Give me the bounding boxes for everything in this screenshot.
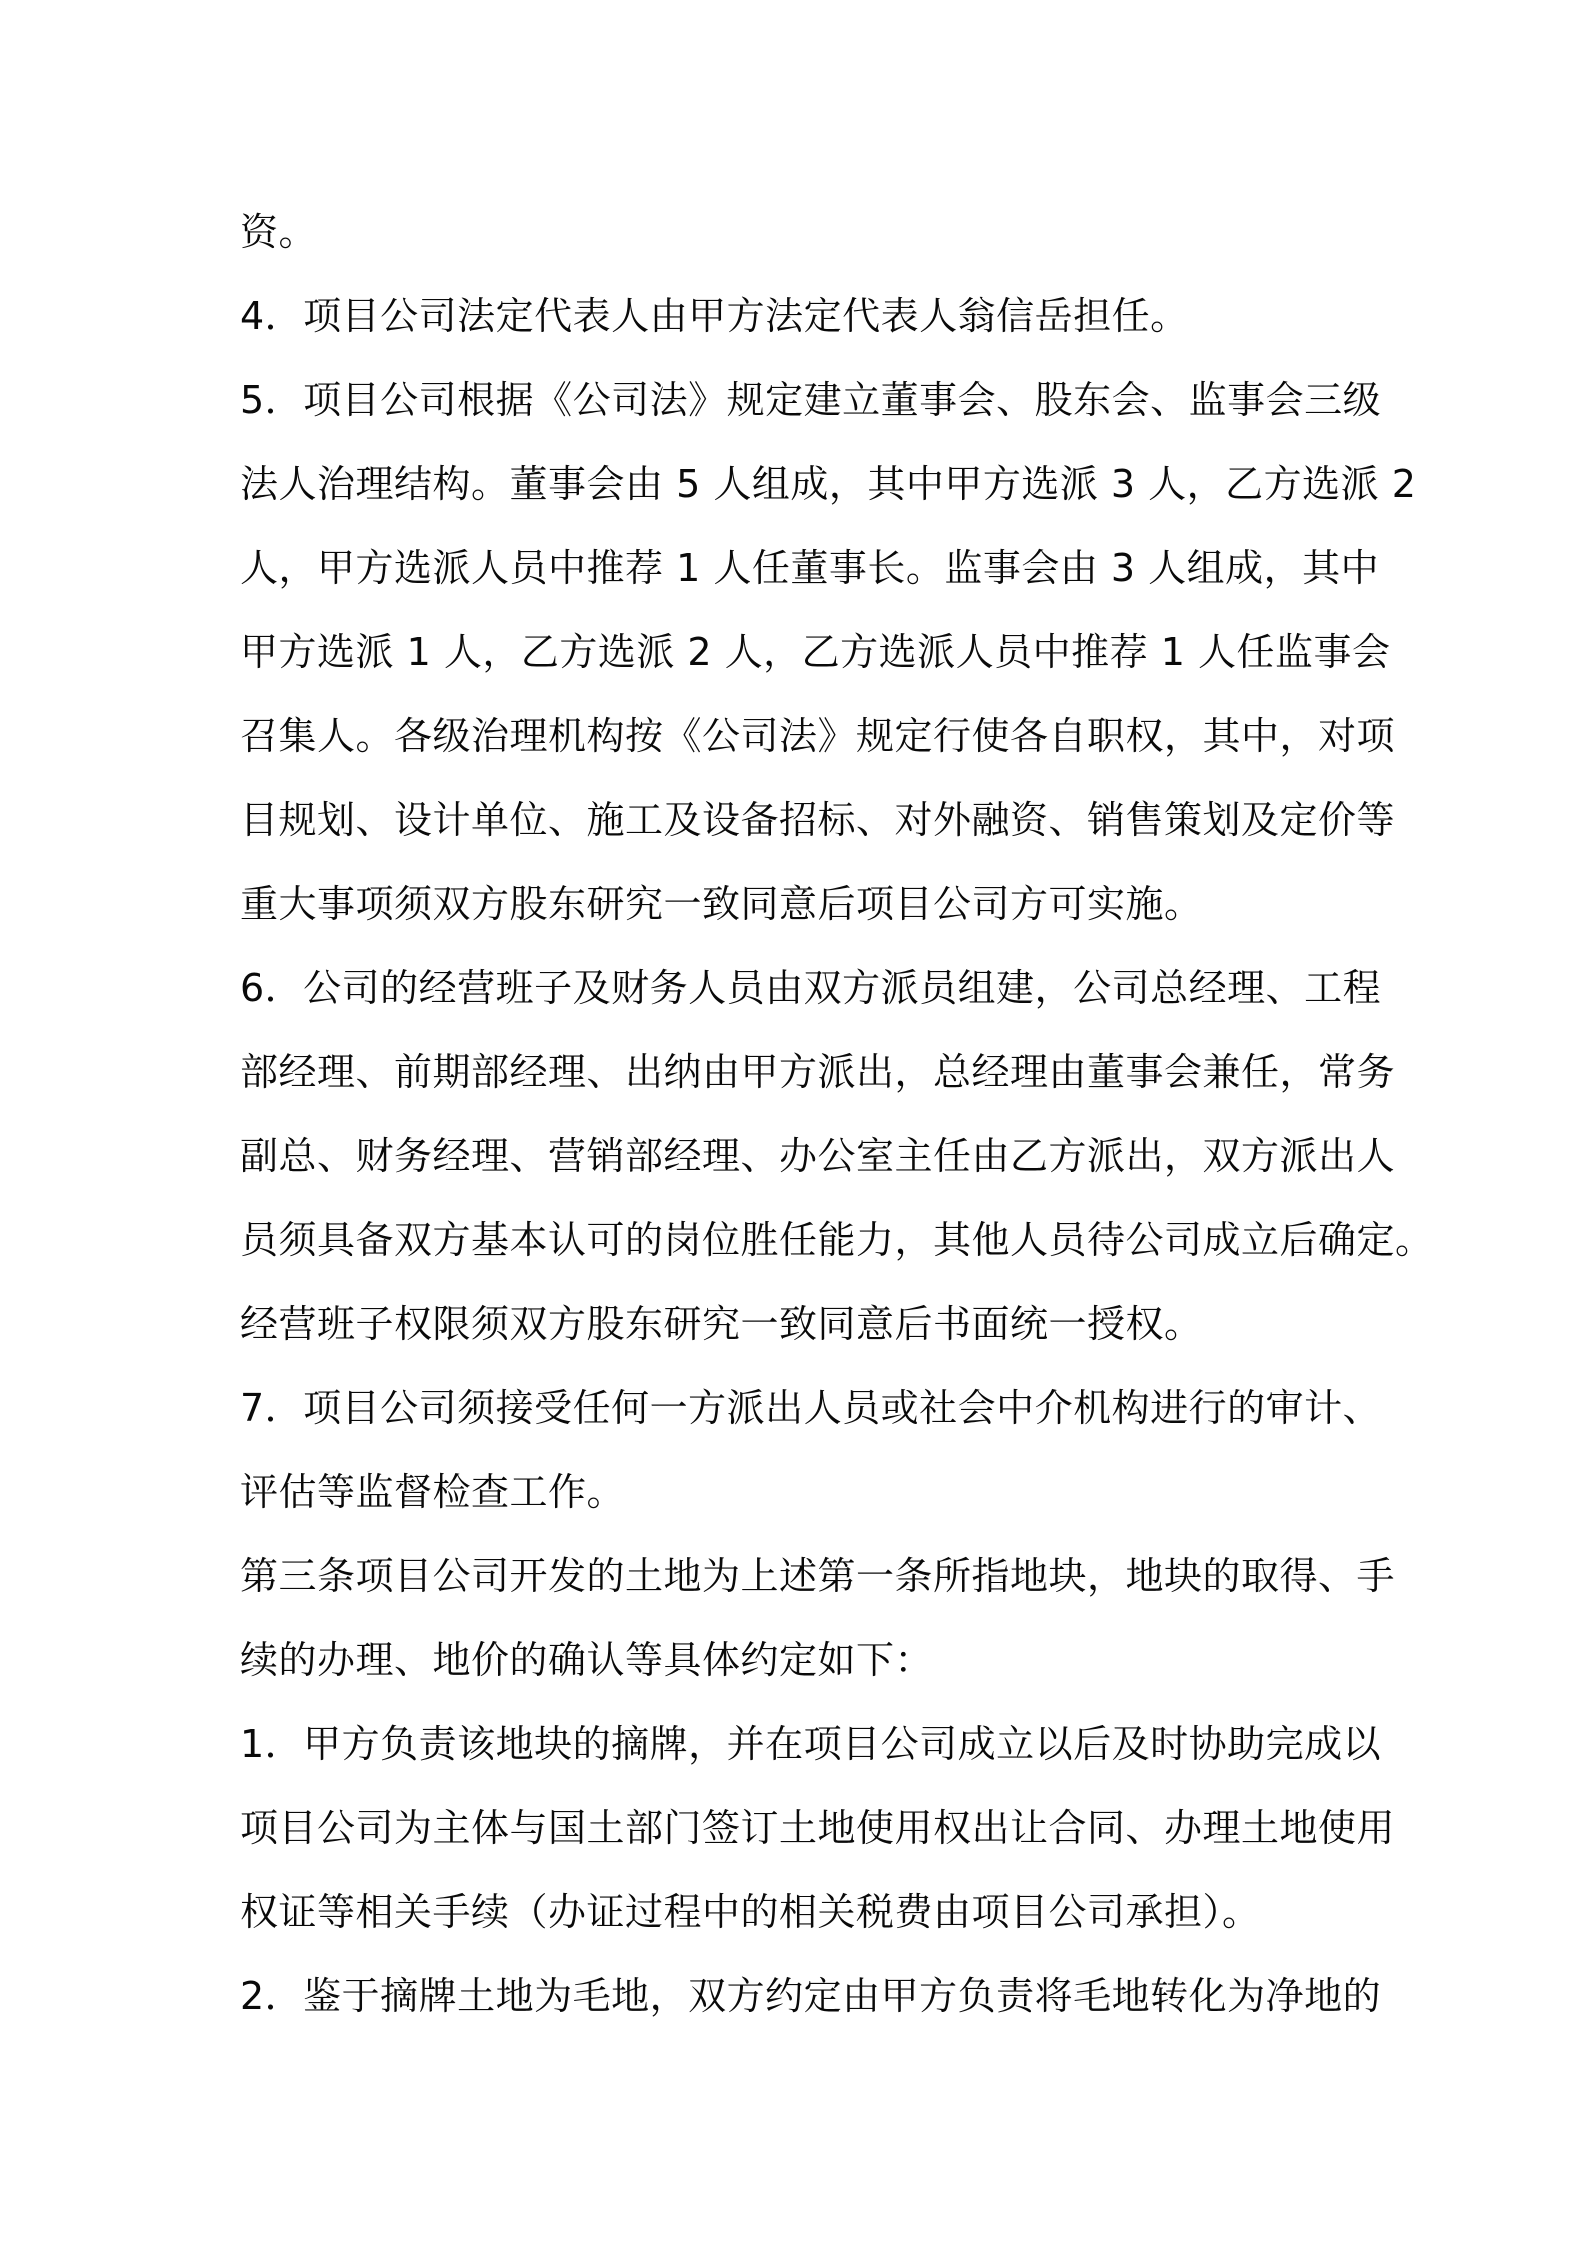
text-line: 2．鉴于摘牌土地为毛地，双方约定由甲方负责将毛地转化为净地的 (240, 1974, 1382, 2018)
text-line: 第三条项目公司开发的土地为上述第一条所指地块，地块的取得、手 (240, 1554, 1396, 1598)
text-line: 重大事项须双方股东研究一致同意后项目公司方可实施。 (240, 882, 1203, 926)
document-body (240, 190, 1434, 2038)
text-line: 评估等监督检查工作。 (240, 1470, 626, 1514)
text-line: 部经理、前期部经理、出纳由甲方派出，总经理由董事会兼任，常务 (240, 1050, 1396, 1094)
text-line: 甲方选派 1 人，乙方选派 2 人，乙方选派人员中推荐 1 人任监事会 (240, 630, 1391, 674)
text-line: 项目公司为主体与国土部门签订土地使用权出让合同、办理土地使用 (240, 1806, 1396, 1850)
text-line: 副总、财务经理、营销部经理、办公室主任由乙方派出，双方派出人 (240, 1134, 1396, 1178)
text-line: 召集人。各级治理机构按《公司法》规定行使各自职权，其中，对项 (240, 714, 1396, 758)
text-line: 法人治理结构。董事会由 5 人组成，其中甲方选派 3 人，乙方选派 2 (240, 462, 1417, 506)
text-line: 权证等相关手续（办证过程中的相关税费由项目公司承担）。 (240, 1890, 1261, 1934)
text-line: 员须具备双方基本认可的岗位胜任能力，其他人员待公司成立后确定。 (240, 1218, 1434, 1262)
text-line: 7．项目公司须接受任何一方派出人员或社会中介机构进行的审计、 (240, 1386, 1382, 1430)
text-line: 经营班子权限须双方股东研究一致同意后书面统一授权。 (240, 1302, 1203, 1346)
text-line: 续的办理、地价的确认等具体约定如下： (240, 1638, 934, 1682)
text-line: 4．项目公司法定代表人由甲方法定代表人翁信岳担任。 (240, 294, 1189, 338)
text-line: 人，甲方选派人员中推荐 1 人任董事长。监事会由 3 人组成，其中 (240, 546, 1380, 590)
text-line: 1．甲方负责该地块的摘牌，并在项目公司成立以后及时协助完成以 (240, 1722, 1382, 1766)
text-line: 5．项目公司根据《公司法》规定建立董事会、股东会、监事会三级 (240, 378, 1382, 422)
text-line: 目规划、设计单位、施工及设备招标、对外融资、销售策划及定价等 (240, 798, 1396, 842)
text-line: 6．公司的经营班子及财务人员由双方派员组建，公司总经理、工程 (240, 966, 1382, 1010)
text-line: 资。 (240, 210, 318, 254)
